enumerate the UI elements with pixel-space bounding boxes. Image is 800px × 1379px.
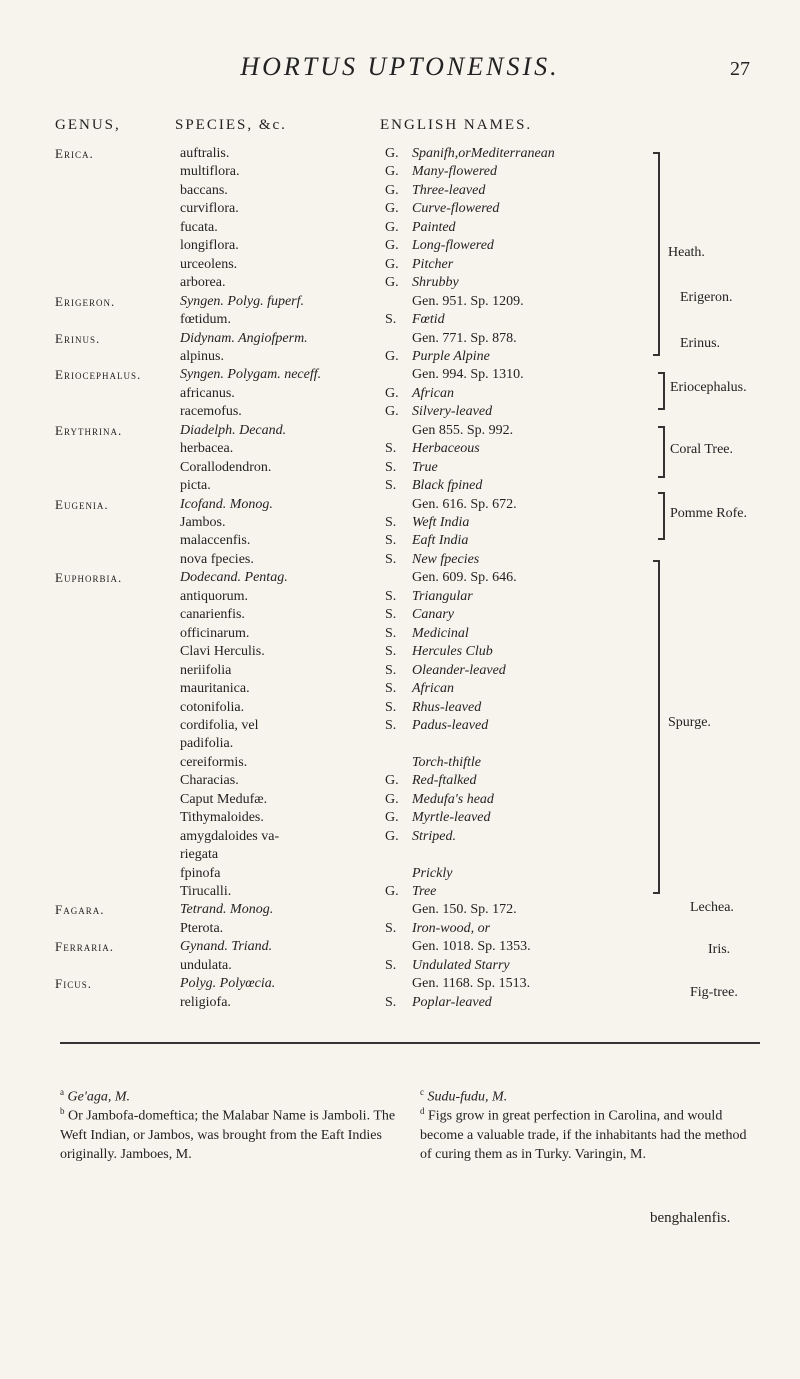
house-code: S. [385, 589, 397, 604]
footnote-c: $^c$ Sudu-fudu, M. [420, 1087, 508, 1105]
species-name: fucata. [180, 220, 218, 235]
genus-name: Ficus. [55, 976, 92, 991]
house-code: G. [385, 386, 399, 401]
house-code: S. [385, 995, 397, 1010]
english-name: Red-ftalked [412, 773, 477, 788]
species-name: cotonifolia. [180, 700, 245, 715]
name-coral: Coral Tree. [670, 442, 733, 457]
english-name: Tree [412, 884, 437, 899]
species-name: alpinus. [180, 349, 224, 364]
species-name: padifolia. [180, 736, 234, 751]
page-number: 27 [730, 58, 750, 80]
species-name: canarienfis. [180, 607, 245, 622]
english-name: Fœtid [412, 312, 445, 327]
genus-name: Erigeron. [55, 294, 116, 309]
genus-name: Ferraria. [55, 939, 114, 954]
genus-name: Eugenia. [55, 497, 109, 512]
house-code: G. [385, 884, 399, 899]
class-order: Icofand. Monog. [180, 497, 273, 512]
english-name: Padus-leaved [412, 718, 489, 733]
house-code: G. [385, 773, 399, 788]
house-code: G. [385, 183, 399, 198]
species-name: undulata. [180, 958, 232, 973]
genus-species-reference: Gen. 609. Sp. 646. [412, 570, 517, 585]
name-erigeron: Erigeron. [680, 290, 733, 305]
class-order: Gynand. Triand. [180, 939, 273, 954]
species-name: longiflora. [180, 238, 239, 253]
species-name: nova fpecies. [180, 552, 254, 567]
species-name: Pterota. [180, 921, 224, 936]
english-name: Herbaceous [412, 441, 480, 456]
catchword: benghalenfis. [650, 1210, 731, 1226]
english-name: Spanifh,orMediterranean [412, 146, 555, 161]
footnote-b: $^b$ Or Jambofa-domeftica; the Malabar Name is Jamboli. The Weft Indian, or Jambos, was brought from the Eaft Indies originally. Jamboes, M. [60, 1106, 396, 1162]
class-order: Didynam. Angiofperm. [180, 331, 308, 346]
species-name: Jambos. [180, 515, 226, 530]
species-name: fpinofa [180, 866, 221, 881]
name-eriocephalus: Eriocephalus. [670, 380, 747, 395]
house-code: S. [385, 663, 397, 678]
class-order: Syngen. Polygam. neceff. [180, 367, 322, 382]
footnote-d: $^d$ Figs grow in great perfection in Carolina, and would become a valuable trade, if the inhabitants had the method of curing them as in Turky. Varingin, M. [420, 1106, 747, 1162]
species-name: auftralis. [180, 146, 230, 161]
name-iris: Iris. [708, 942, 731, 957]
english-name: Iron-wood, or [412, 921, 491, 936]
english-name: Oleander-leaved [412, 663, 506, 678]
house-code: S. [385, 958, 397, 973]
house-code: S. [385, 312, 397, 327]
header-english: ENGLISH NAMES. [380, 117, 533, 133]
english-name: Silvery-leaved [412, 404, 493, 419]
species-name: cereiformis. [180, 755, 248, 770]
brace-heath [653, 152, 660, 356]
english-name: Hercules Club [412, 644, 493, 659]
species-name: mauritanica. [180, 681, 250, 696]
house-code: G. [385, 164, 399, 179]
species-name: neriifolia [180, 663, 232, 678]
name-fig: Fig-tree. [690, 985, 738, 1000]
class-order: Diadelph. Decand. [180, 423, 287, 438]
species-name: arborea. [180, 275, 226, 290]
species-name: cordifolia, vel [180, 718, 259, 733]
house-code: G. [385, 146, 399, 161]
english-name: Weft India [412, 515, 470, 530]
name-heath: Heath. [668, 245, 705, 260]
house-code: G. [385, 275, 399, 290]
house-code: S. [385, 700, 397, 715]
brace-coral [658, 426, 665, 478]
class-order: Polyg. Polyœcia. [180, 976, 276, 991]
house-code: G. [385, 220, 399, 235]
species-name: racemofus. [180, 404, 242, 419]
header-species: SPECIES, &c. [175, 117, 287, 133]
english-name: Black fpined [412, 478, 483, 493]
genus-species-reference: Gen. 616. Sp. 672. [412, 497, 517, 512]
house-code: S. [385, 921, 397, 936]
species-name: religiofa. [180, 995, 231, 1010]
species-name: herbacea. [180, 441, 234, 456]
english-name: Curve-flowered [412, 201, 500, 216]
brace-spurge [653, 560, 660, 894]
english-name: Long-flowered [412, 238, 494, 253]
house-code: G. [385, 257, 399, 272]
english-name: Shrubby [412, 275, 459, 290]
english-name: Medicinal [412, 626, 469, 641]
genus-name: Erinus. [55, 331, 101, 346]
english-name: Torch-thiftle [412, 755, 481, 770]
species-name: Caput Medufæ. [180, 792, 268, 807]
species-name: africanus. [180, 386, 235, 401]
house-code: G. [385, 829, 399, 844]
species-name: curviflora. [180, 201, 239, 216]
english-name: Pitcher [412, 257, 454, 272]
brace-eriocephalus [658, 372, 665, 410]
footnote-a: $^a$ Ge'aga, M. [60, 1087, 130, 1105]
english-name: Many-flowered [412, 164, 498, 179]
english-name: Three-leaved [412, 183, 486, 198]
species-name: Corallodendron. [180, 460, 272, 475]
species-name: amygdaloides va- [180, 829, 280, 844]
genus-species-reference: Gen. 1168. Sp. 1513. [412, 976, 531, 991]
english-name: Prickly [412, 866, 453, 881]
genus-name: Eriocephalus. [55, 367, 142, 382]
brace-pomme [658, 492, 665, 540]
english-name: Painted [412, 220, 456, 235]
class-order: Dodecand. Pentag. [180, 570, 288, 585]
house-code: G. [385, 810, 399, 825]
name-pomme: Pomme Rofe. [670, 506, 747, 521]
genus-name: Fagara. [55, 902, 105, 917]
house-code: S. [385, 441, 397, 456]
genus-species-reference: Gen. 771. Sp. 878. [412, 331, 517, 346]
english-name: Undulated Starry [412, 958, 510, 973]
genus-species-reference: Gen. 150. Sp. 172. [412, 902, 517, 917]
genus-name: Erythrina. [55, 423, 123, 438]
running-title: HORTUS UPTONENSIS. [240, 52, 560, 81]
house-code: S. [385, 681, 397, 696]
house-code: G. [385, 404, 399, 419]
species-name: picta. [180, 478, 211, 493]
house-code: G. [385, 238, 399, 253]
species-name: malaccenfis. [180, 533, 251, 548]
english-name: Rhus-leaved [412, 700, 482, 715]
house-code: S. [385, 718, 397, 733]
house-code: G. [385, 792, 399, 807]
name-spurge: Spurge. [668, 715, 711, 730]
species-name: Tithymaloides. [180, 810, 264, 825]
species-name: antiquorum. [180, 589, 249, 604]
house-code: S. [385, 515, 397, 530]
english-name: Purple Alpine [412, 349, 490, 364]
name-erinus: Erinus. [680, 336, 721, 351]
house-code: G. [385, 349, 399, 364]
house-code: G. [385, 201, 399, 216]
house-code: S. [385, 460, 397, 475]
species-name: Tirucalli. [180, 884, 232, 899]
species-name: riegata [180, 847, 219, 862]
house-code: S. [385, 552, 397, 567]
english-name: African [412, 681, 454, 696]
genus-species-reference: Gen. 1018. Sp. 1353. [412, 939, 531, 954]
house-code: S. [385, 607, 397, 622]
english-name: Myrtle-leaved [412, 810, 491, 825]
english-name: Medufa's head [412, 792, 494, 807]
english-name: African [412, 386, 454, 401]
species-name: Characias. [180, 773, 239, 788]
english-name: True [412, 460, 438, 475]
name-lechea: Lechea. [690, 900, 734, 915]
english-name: New fpecies [412, 552, 480, 567]
species-name: fœtidum. [180, 312, 231, 327]
species-name: baccans. [180, 183, 228, 198]
species-name: officinarum. [180, 626, 250, 641]
species-name: multiflora. [180, 164, 240, 179]
english-name: Striped. [412, 829, 456, 844]
species-name: urceolens. [180, 257, 238, 272]
genus-name: Euphorbia. [55, 570, 123, 585]
english-name: Eaft India [412, 533, 469, 548]
header-genus: GENUS, [55, 117, 121, 133]
english-name: Triangular [412, 589, 473, 604]
house-code: S. [385, 533, 397, 548]
english-name: Poplar-leaved [412, 995, 492, 1010]
english-name: Canary [412, 607, 454, 622]
genus-species-reference: Gen. 994. Sp. 1310. [412, 367, 524, 382]
class-order: Tetrand. Monog. [180, 902, 274, 917]
footnote-rule [60, 1042, 760, 1044]
house-code: S. [385, 478, 397, 493]
species-name: Clavi Herculis. [180, 644, 265, 659]
genus-species-reference: Gen 855. Sp. 992. [412, 423, 514, 438]
genus-species-reference: Gen. 951. Sp. 1209. [412, 294, 524, 309]
house-code: S. [385, 626, 397, 641]
genus-name: Erica. [55, 146, 94, 161]
house-code: S. [385, 644, 397, 659]
class-order: Syngen. Polyg. fuperf. [180, 294, 305, 309]
